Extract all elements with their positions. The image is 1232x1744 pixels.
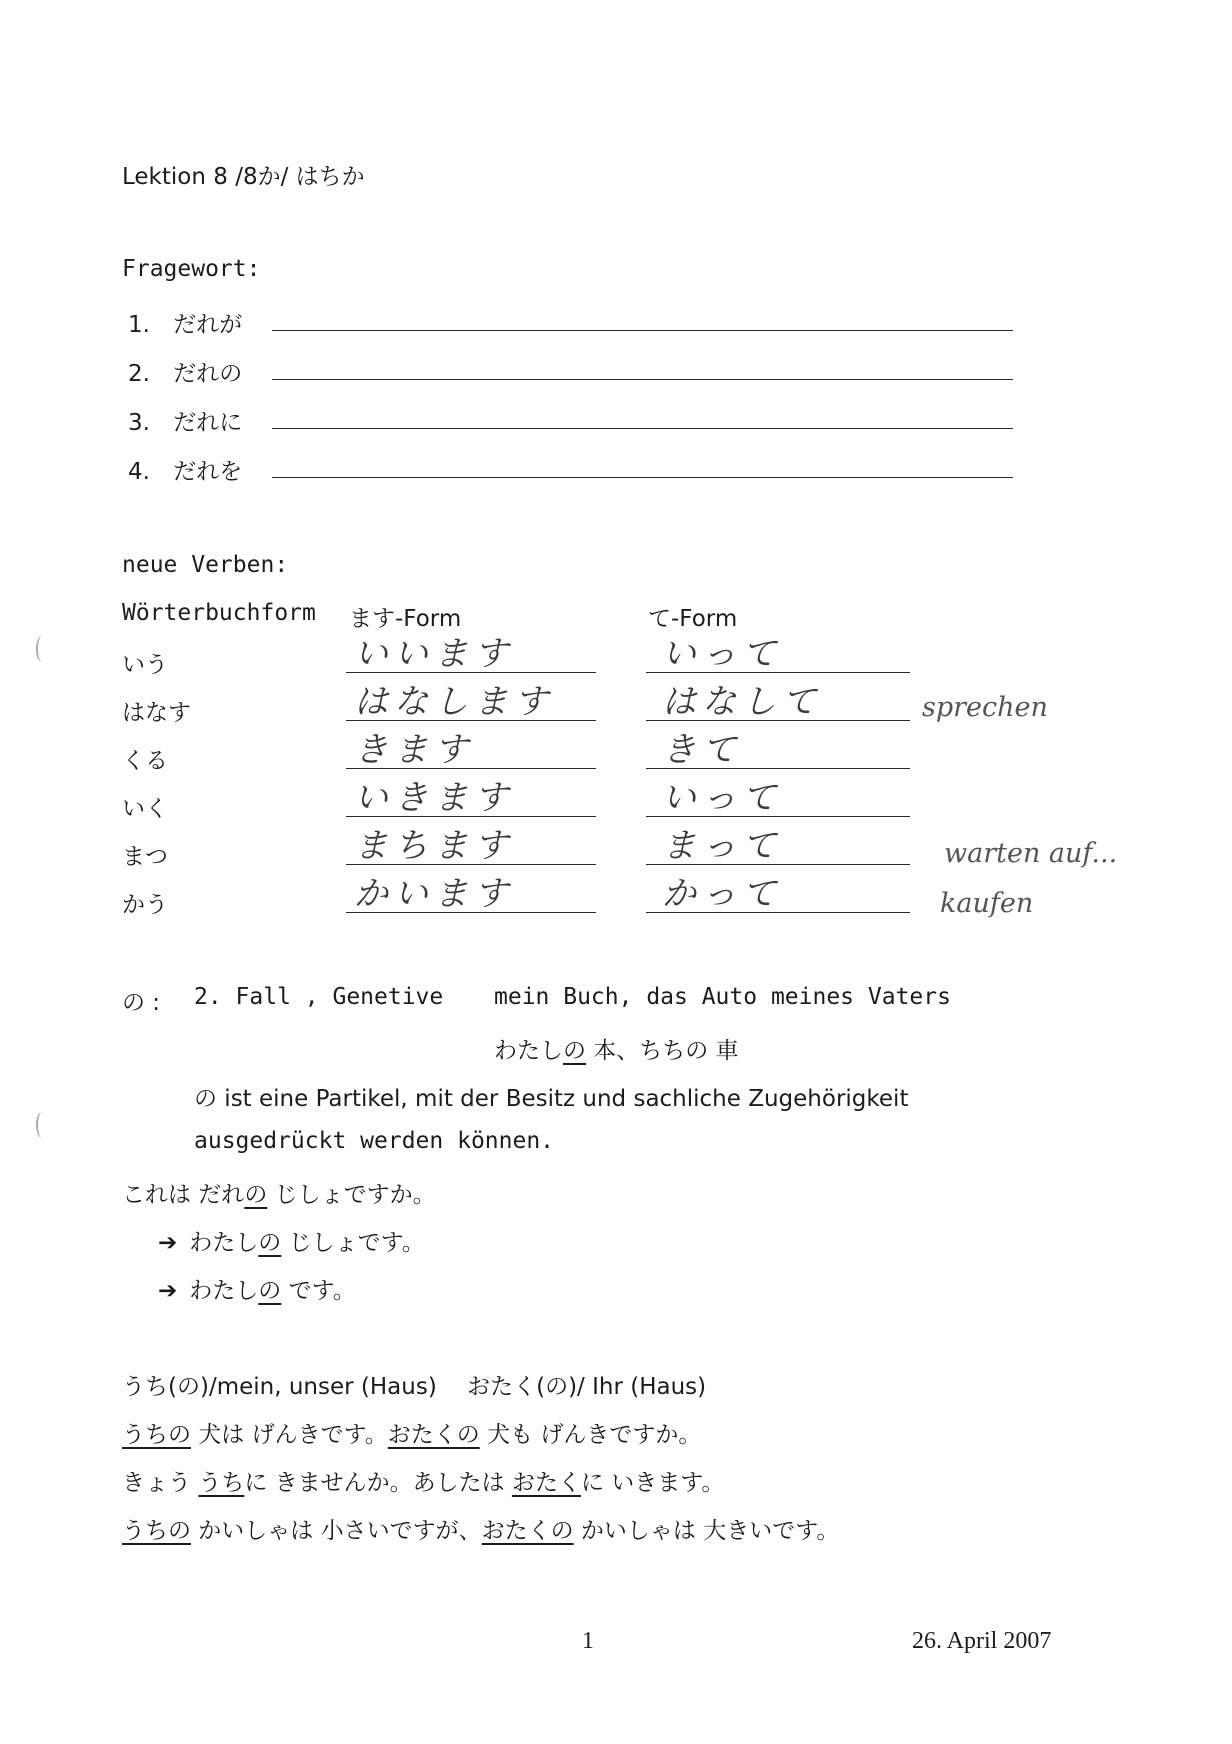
te-answer-line[interactable] — [646, 672, 910, 673]
masu-answer-line[interactable] — [346, 672, 596, 673]
handwritten-te-form: きて — [662, 730, 742, 770]
handwritten-te-form: いって — [662, 778, 782, 818]
verbs-heading: neue Verben: — [122, 552, 289, 578]
answer-line[interactable] — [272, 428, 1013, 429]
te-answer-line[interactable] — [646, 816, 910, 817]
fragewort-heading: Fragewort: — [122, 256, 261, 282]
example-german: mein Buch, das Auto meines Vaters — [494, 984, 951, 1010]
masu-answer-line[interactable] — [346, 864, 596, 865]
item-word: だれの — [173, 361, 243, 387]
te-answer-line[interactable] — [646, 768, 910, 769]
masu-answer-line[interactable] — [346, 768, 596, 769]
verb-dictionary-form: いく — [122, 796, 168, 822]
uchi-sentence: うちの 犬は げんきです。おたくの 犬も げんきですか。 — [122, 1422, 702, 1448]
handwritten-te-form: まって — [662, 826, 782, 866]
item-number: 4. — [128, 459, 150, 485]
item-word: だれを — [173, 459, 243, 485]
fragewort-item — [128, 355, 242, 388]
explanation-line: ausgedrückt werden können. — [194, 1128, 555, 1154]
masu-answer-line[interactable] — [346, 816, 596, 817]
te-answer-line[interactable] — [646, 912, 910, 913]
column-header-te: て-Form — [648, 606, 738, 632]
verb-dictionary-form: いう — [122, 652, 168, 678]
answer-line[interactable] — [272, 477, 1013, 478]
answer-line[interactable] — [272, 379, 1013, 380]
example-japanese: わたしの 本、ちちの 車 — [494, 1038, 739, 1064]
punch-hole-mark — [36, 636, 48, 662]
te-answer-line[interactable] — [646, 720, 910, 721]
uchi-sentence: うちの かいしゃは 小さいですが、おたくの かいしゃは 大きいです。 — [122, 1518, 840, 1544]
handwritten-masu-form: いきます — [354, 778, 514, 818]
handwritten-masu-form: かいます — [354, 874, 514, 914]
handwritten-masu-form: まちます — [354, 826, 514, 866]
particle-marker: の : — [122, 990, 161, 1016]
item-word: だれに — [173, 410, 243, 436]
page-title: Lektion 8 /8か/ はちか — [122, 164, 365, 190]
masu-answer-line[interactable] — [346, 720, 596, 721]
verb-dictionary-form: かう — [122, 892, 168, 918]
handwritten-te-form: いって — [662, 634, 782, 674]
explanation-line: の ist eine Partikel, mit der Besitz und sachliche Zugehörigkeit — [194, 1086, 909, 1112]
column-header-masu: ます-Form — [349, 606, 462, 632]
verb-dictionary-form: まつ — [122, 844, 168, 870]
right-arrow-icon: ➔ — [158, 1230, 178, 1256]
punch-hole-mark — [36, 1112, 48, 1138]
handwritten-note: sprechen — [922, 692, 1048, 723]
answer-line[interactable] — [272, 330, 1013, 331]
uchi-heading: うち(の)/mein, unser (Haus) おたく(の)/ Ihr (Haus) — [122, 1374, 707, 1400]
verb-dictionary-form: はなす — [122, 700, 191, 726]
item-word: だれが — [173, 312, 243, 338]
handwritten-te-form: はなして — [662, 682, 822, 722]
page-number: 1 — [582, 1628, 594, 1654]
handwritten-masu-form: はなします — [354, 682, 554, 722]
column-header-dictionary: Wörterbuchform — [122, 600, 316, 626]
example-question: これは だれの じしょですか。 — [122, 1182, 436, 1208]
example-answer: ➔ わたしの じしょです。 — [158, 1230, 425, 1256]
case-label: 2. Fall , Genetive — [194, 984, 444, 1010]
masu-answer-line[interactable] — [346, 912, 596, 913]
document-date: 26. April 2007 — [912, 1628, 1052, 1654]
fragewort-item — [128, 404, 242, 437]
fragewort-item — [128, 306, 242, 339]
item-number: 3. — [128, 410, 150, 436]
item-number: 1. — [128, 312, 150, 338]
handwritten-masu-form: いいます — [354, 634, 514, 674]
handwritten-note: warten auf... — [944, 838, 1118, 869]
example-answer: ➔ わたしの です。 — [158, 1278, 356, 1304]
right-arrow-icon: ➔ — [158, 1278, 178, 1304]
item-number: 2. — [128, 361, 150, 387]
te-answer-line[interactable] — [646, 864, 910, 865]
verb-dictionary-form: くる — [122, 748, 168, 774]
handwritten-te-form: かって — [662, 874, 782, 914]
uchi-sentence: きょう うちに きませんか。あしたは おたくに いきます。 — [122, 1470, 725, 1496]
handwritten-masu-form: きます — [354, 730, 474, 770]
fragewort-item — [128, 453, 242, 486]
handwritten-note: kaufen — [940, 888, 1034, 919]
